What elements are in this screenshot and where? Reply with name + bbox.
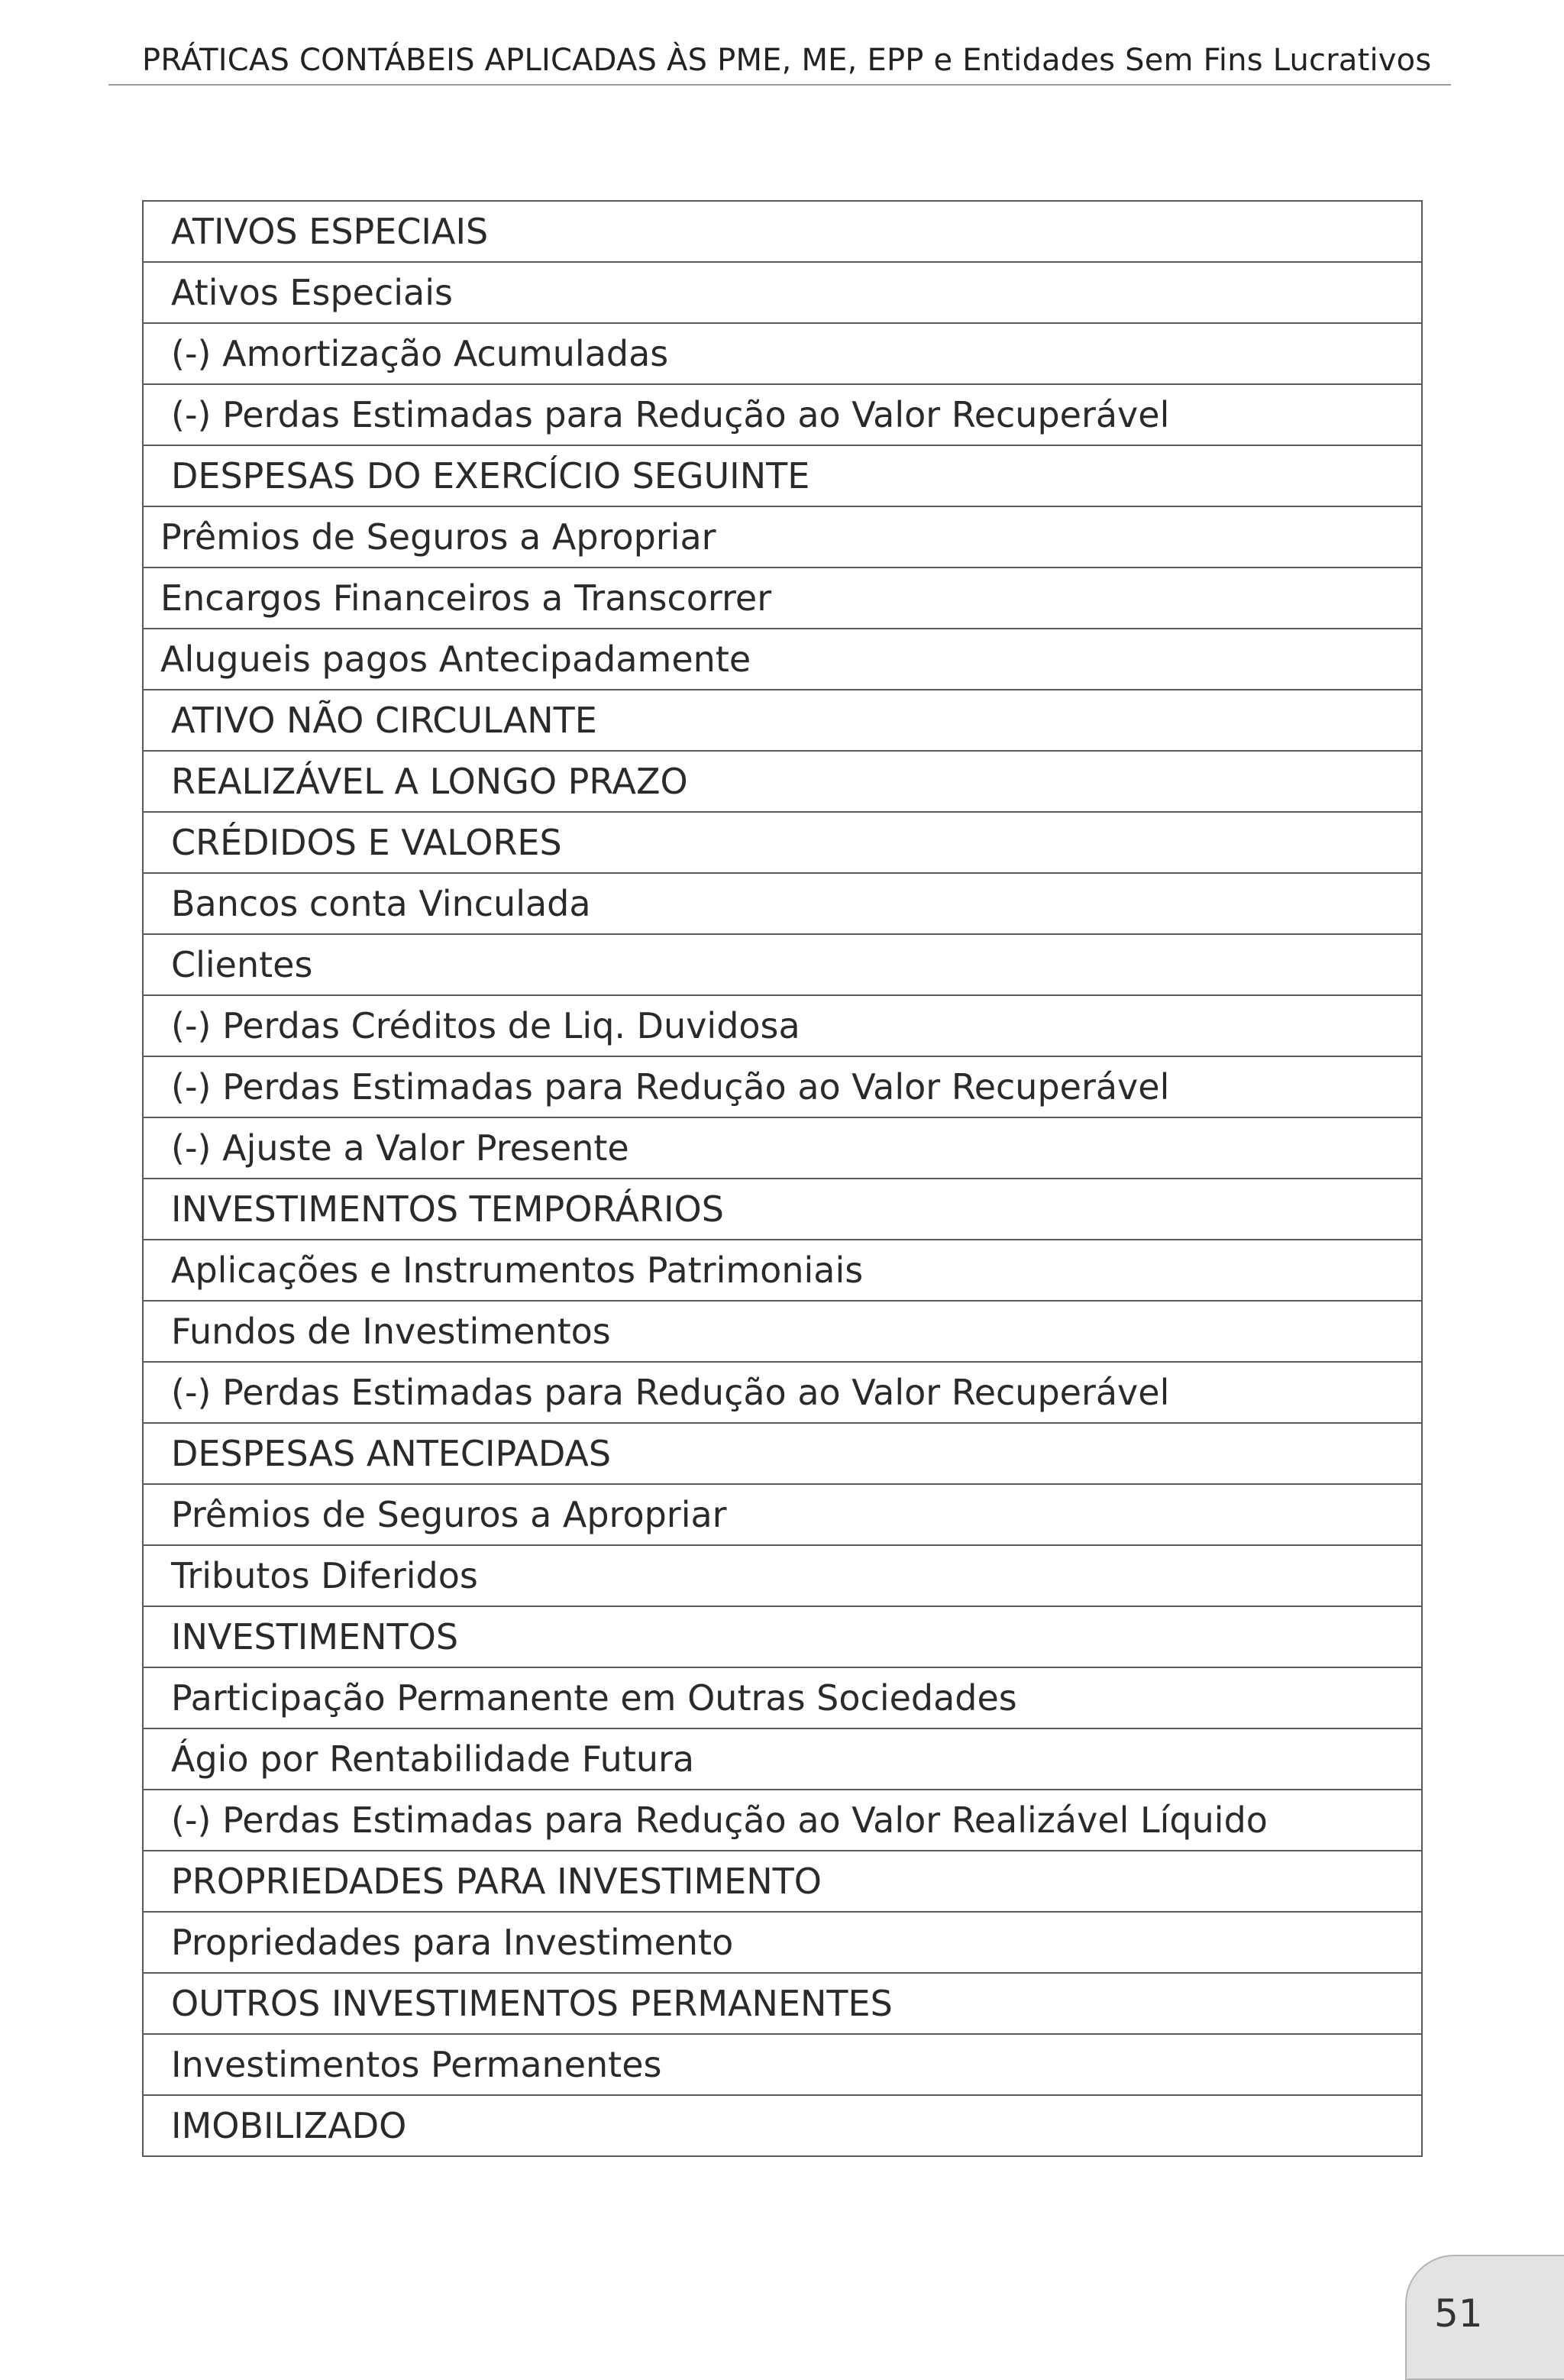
account-rows <box>143 201 1422 2156</box>
table-row <box>143 1851 1422 1912</box>
table-row <box>143 1179 1422 1240</box>
account-label: Ativos Especiais <box>143 262 1422 323</box>
account-label: (-) Perdas Créditos de Liq. Duvidosa <box>143 995 1422 1056</box>
table-row <box>143 1606 1422 1667</box>
account-label: Prêmios de Seguros a Apropriar <box>143 1484 1422 1545</box>
page-number: 51 <box>1434 2291 1483 2336</box>
table-row <box>143 506 1422 568</box>
account-label: DESPESAS DO EXERCÍCIO SEGUINTE <box>143 445 1422 506</box>
account-label: Participação Permanente em Outras Sociedades <box>143 1667 1422 1728</box>
table-row <box>143 1362 1422 1423</box>
account-label: INVESTIMENTOS TEMPORÁRIOS <box>143 1179 1422 1240</box>
table-row <box>143 812 1422 873</box>
account-label: Encargos Financeiros a Transcorrer <box>143 568 1422 629</box>
account-label: Alugueis pagos Antecipadamente <box>143 629 1422 690</box>
table-row <box>143 384 1422 445</box>
table-row <box>143 201 1422 262</box>
account-label: PROPRIEDADES PARA INVESTIMENTO <box>143 1851 1422 1912</box>
account-label: Ágio por Rentabilidade Futura <box>143 1728 1422 1790</box>
account-label: Bancos conta Vinculada <box>143 873 1422 934</box>
account-label: REALIZÁVEL A LONGO PRAZO <box>143 751 1422 812</box>
table-row <box>143 1056 1422 1117</box>
table-row <box>143 995 1422 1056</box>
table-row <box>143 1973 1422 2034</box>
table-row <box>143 934 1422 995</box>
account-label: INVESTIMENTOS <box>143 1606 1422 1667</box>
table-row <box>143 1912 1422 1973</box>
running-header: PRÁTICAS CONTÁBEIS APLICADAS ÀS PME, ME, EPP e Entidades Sem Fins Lucrativos <box>142 43 1432 78</box>
account-label: Clientes <box>143 934 1422 995</box>
account-label: Propriedades para Investimento <box>143 1912 1422 1973</box>
table-row <box>143 751 1422 812</box>
table-row <box>143 1790 1422 1851</box>
table-row <box>143 1117 1422 1179</box>
table-row <box>143 262 1422 323</box>
account-label: Aplicações e Instrumentos Patrimoniais <box>143 1240 1422 1301</box>
page-number-tab <box>1405 2255 1564 2380</box>
table-row <box>143 690 1422 751</box>
account-label: Fundos de Investimentos <box>143 1301 1422 1362</box>
table-row <box>143 1484 1422 1545</box>
table-row <box>143 568 1422 629</box>
account-label: (-) Perdas Estimadas para Redução ao Valor Realizável Líquido <box>143 1790 1422 1851</box>
account-label: ATIVO NÃO CIRCULANTE <box>143 690 1422 751</box>
header-rule <box>108 84 1451 86</box>
table-row <box>143 629 1422 690</box>
account-label: DESPESAS ANTECIPADAS <box>143 1423 1422 1484</box>
table-row <box>143 1240 1422 1301</box>
table-row <box>143 1423 1422 1484</box>
account-label: CRÉDIDOS E VALORES <box>143 812 1422 873</box>
table-row <box>143 323 1422 384</box>
account-label: (-) Perdas Estimadas para Redução ao Valor Recuperável <box>143 384 1422 445</box>
account-label: (-) Amortização Acumuladas <box>143 323 1422 384</box>
table-row <box>143 2034 1422 2095</box>
account-label: (-) Perdas Estimadas para Redução ao Valor Recuperável <box>143 1056 1422 1117</box>
account-label: IMOBILIZADO <box>143 2095 1422 2156</box>
table-row <box>143 2095 1422 2156</box>
table-row <box>143 873 1422 934</box>
chart-of-accounts-table <box>142 200 1423 2157</box>
account-label: Investimentos Permanentes <box>143 2034 1422 2095</box>
table-row <box>143 1667 1422 1728</box>
table-row <box>143 445 1422 506</box>
table-row <box>143 1301 1422 1362</box>
account-label: (-) Perdas Estimadas para Redução ao Valor Recuperável <box>143 1362 1422 1423</box>
account-label: ATIVOS ESPECIAIS <box>143 201 1422 262</box>
account-label: Tributos Diferidos <box>143 1545 1422 1606</box>
table-row <box>143 1545 1422 1606</box>
table-row <box>143 1728 1422 1790</box>
account-label: (-) Ajuste a Valor Presente <box>143 1117 1422 1179</box>
account-label: OUTROS INVESTIMENTOS PERMANENTES <box>143 1973 1422 2034</box>
account-label: Prêmios de Seguros a Apropriar <box>143 506 1422 568</box>
